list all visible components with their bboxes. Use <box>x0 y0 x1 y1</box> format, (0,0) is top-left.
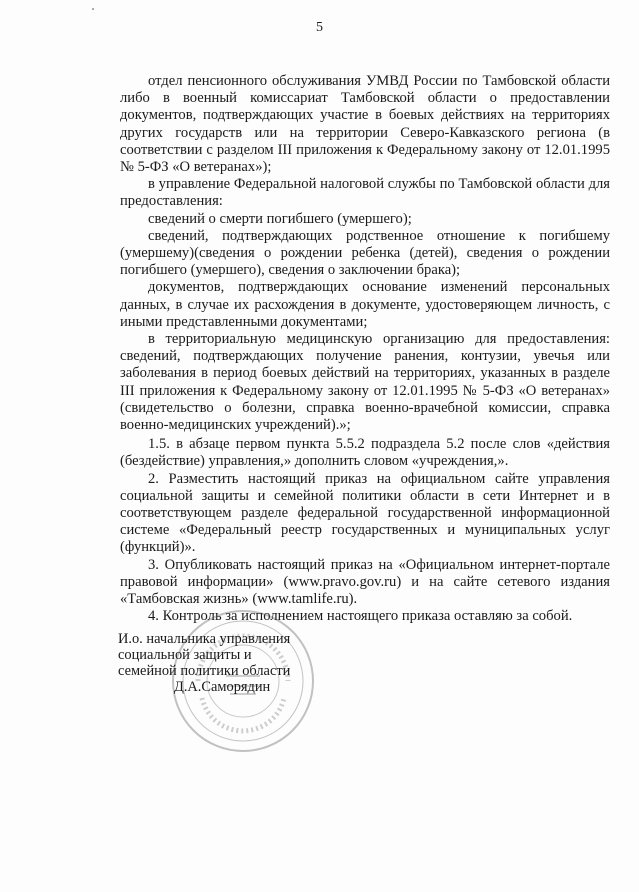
paragraph-tax-service: в управление Федеральной налоговой службы по Тамбовской области для предоставления: <box>120 176 610 210</box>
paragraph-kinship-info: сведений, подтверждающих родственное отношение к погибшему (умершему)(сведения о рождении ребенка (детей), сведения о рождении погибшего (умершего), сведения о заключении брака); <box>120 227 610 279</box>
paragraph-item-1-5: 1.5. в абзаце первом пункта 5.5.2 подраздела 5.2 после слов «действия (бездействие) управления,» дополнить словом «учреждения,». <box>120 436 610 470</box>
document-body <box>120 73 610 626</box>
paragraph-item-4: 4. Контроль за исполнением настоящего приказа оставляю за собой. <box>148 608 573 625</box>
signature-position-line-3: семейной политики области <box>118 663 291 679</box>
scan-speck <box>92 8 94 10</box>
paragraph-death-info: сведений о смерти погибшего (умершего); <box>148 210 412 227</box>
signature-block <box>118 631 378 695</box>
paragraph-pension-department: отдел пенсионного обслуживания УМВД России по Тамбовской области либо в военный комиссариат Тамбовской области о предоставлении документов, подтверждающих участие в боевых действиях на территориях других государств или на территории Северо-Кавказского региона (в соответствии с разделом III приложения к Федеральному закону от 12.01.1995 № 5-ФЗ «О ветеранах»); <box>120 73 610 176</box>
signature-position-line-2: социальной защиты и <box>118 647 252 663</box>
signature-position-line-1: И.о. начальника управления <box>118 631 291 647</box>
paragraph-item-2: 2. Разместить настоящий приказ на официальном сайте управления социальной защиты и семейной политики области в сети Интернет и в соответствующем разделе федеральной государственной информационной системе «Федеральный реестр государственных и муниципальных услуг (функций)». <box>120 470 610 556</box>
paragraph-item-3: 3. Опубликовать настоящий приказ на «Официальном интернет-портале правовой информации» (www.pravo.gov.ru) и на сайте сетевого издания «Тамбовская жизнь» (www.tamlife.ru). <box>120 556 610 608</box>
signatory-name: Д.А.Саморядин <box>174 679 271 695</box>
paragraph-medical-organization: в территориальную медицинскую организацию для предоставления: сведений, подтверждающих получение ранения, контузии, увечья или заболевания в период боевых действий на территориях, указанных в разделе III приложения к Федеральному закону от 12.01.1995 № 5-ФЗ «О ветеранах» (свидетельство о болезни, справка военно-врачебной комиссии, справка военно-медицинских учреждений).»; <box>120 331 610 434</box>
page-number: 5 <box>316 20 323 35</box>
paragraph-personal-data-docs: документов, подтверждающих основание изменений персональных данных, в случае их расхождения в документе, удостоверяющем личность, с иными представленными документами; <box>120 279 610 330</box>
